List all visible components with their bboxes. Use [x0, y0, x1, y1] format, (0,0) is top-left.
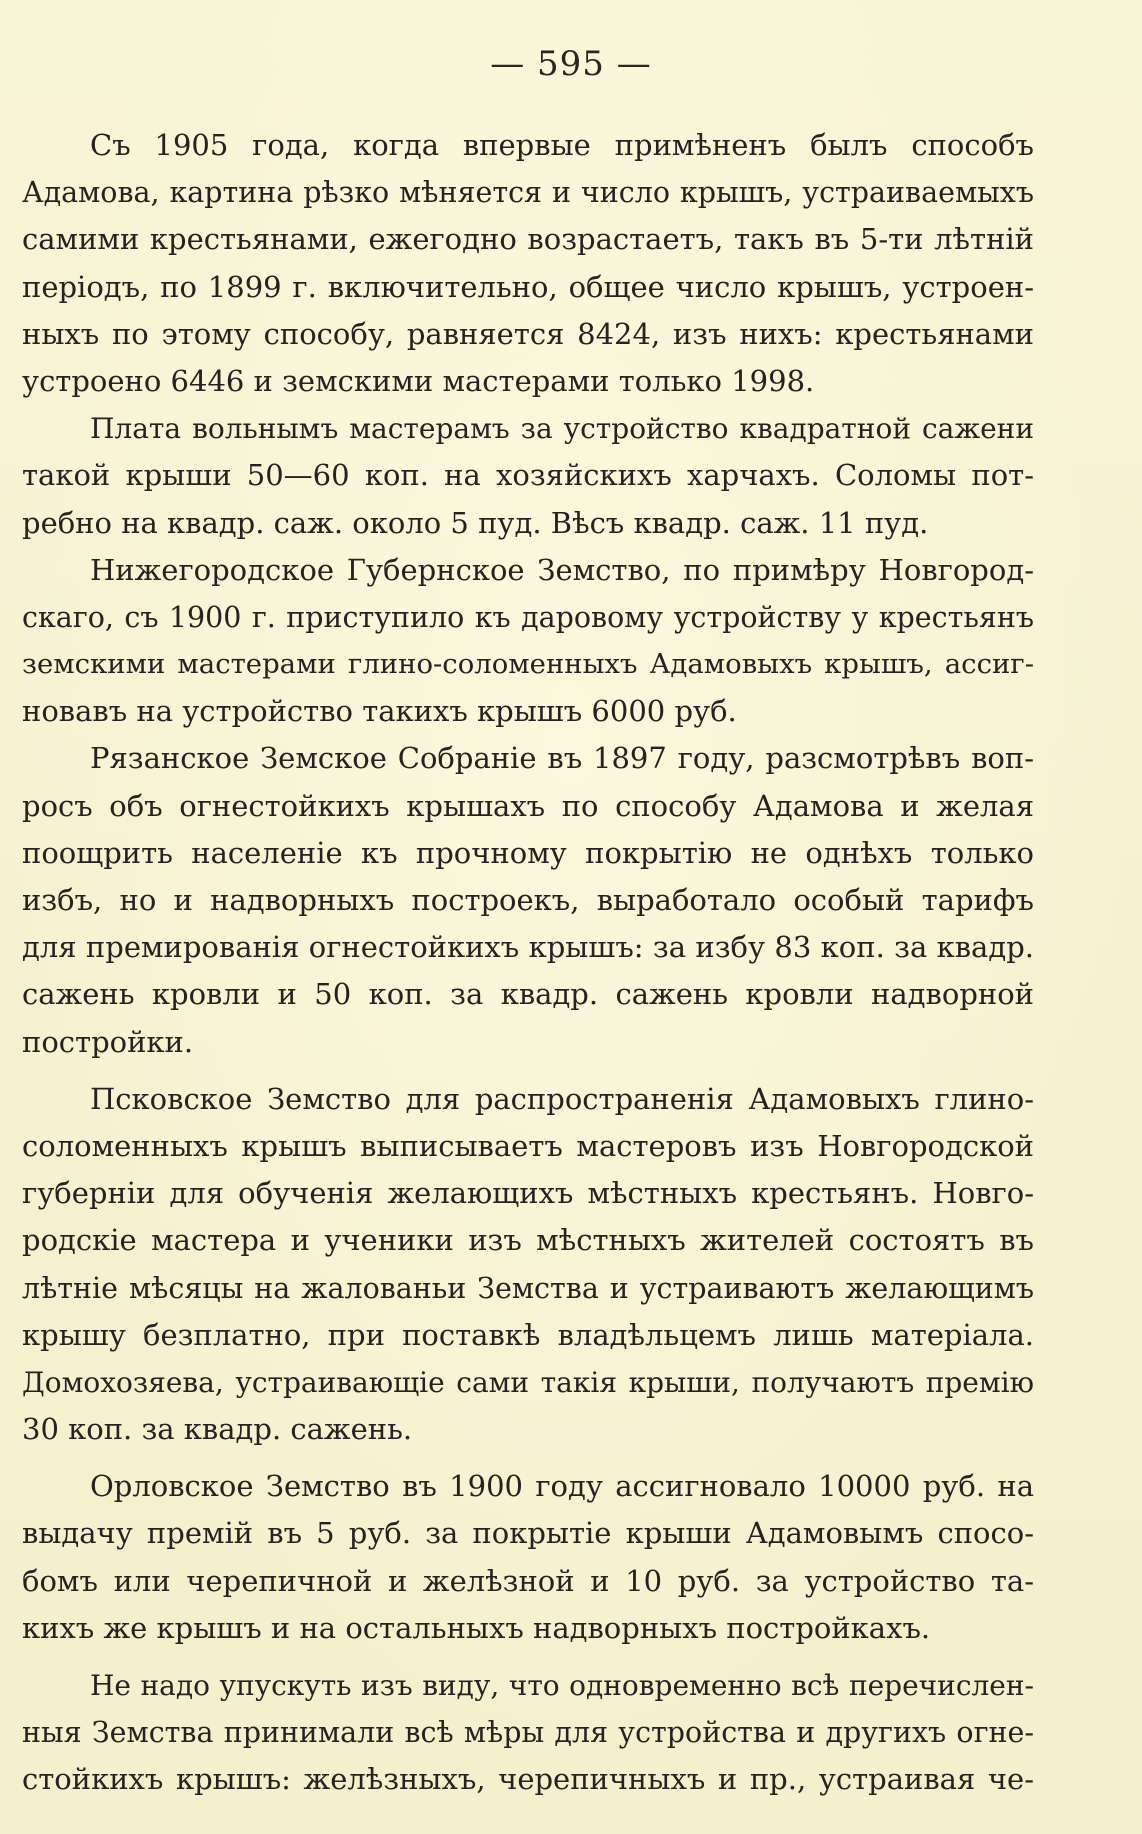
- text-line: бомъ или черепичной и желѣзной и 10 руб. за устройство та-: [22, 1563, 1034, 1598]
- text-line: самими крестьянами, ежегодно возрастаетъ, такъ въ 5-ти лѣтній: [22, 222, 1034, 257]
- text-line: періодъ, по 1899 г. включительно, общее число крышъ, устроен-: [22, 269, 1034, 304]
- text-line: Плата вольнымъ мастерамъ за устройство квадратной сажени: [90, 412, 1034, 446]
- text-line: росъ объ огнестойкихъ крышахъ по способу Адамова и желая: [22, 788, 1034, 823]
- text-line: Рязанское Земское Собраніе въ 1897 году, разсмотрѣвъ воп-: [90, 741, 1034, 776]
- text-line: устроено 6446 и земскими мастерами только 1998.: [22, 363, 815, 398]
- text-line: стойкихъ крышъ: желѣзныхъ, черепичныхъ и пр., устраивая че-: [22, 1762, 1034, 1797]
- text-line: родскіе мастера и ученики изъ мѣстныхъ жителей состоятъ въ: [22, 1223, 1034, 1258]
- text-line: лѣтніе мѣсяцы на жалованьи Земства и устраиваютъ желающимъ: [22, 1271, 1034, 1305]
- text-line: новавъ на устройство такихъ крышъ 6000 руб.: [22, 694, 737, 729]
- text-line: земскими мастерами глино-соломенныхъ Адамовыхъ крышъ, ассиг-: [22, 648, 1034, 681]
- text-line: Домохозяева, устраивающіе сами такія крыши, получаютъ премію: [22, 1365, 1034, 1399]
- text-line: выдачу премій въ 5 руб. за покрытіе крыши Адамовымъ спосо-: [22, 1516, 1034, 1551]
- body-text: [22, 122, 1034, 1804]
- text-line: ныя Земства принимали всѣ мѣры для устройства и другихъ огне-: [22, 1716, 1034, 1750]
- text-line: ребно на квадр. саж. около 5 пуд. Вѣсъ квадр. саж. 11 пуд.: [22, 505, 929, 540]
- text-line: 30 коп. за квадр. сажень.: [22, 1412, 413, 1447]
- text-line: Нижегородское Губернское Земство, по примѣру Новгород-: [90, 552, 1034, 587]
- text-line: поощрить населеніе къ прочному покрытію не однѣхъ только: [22, 835, 1034, 870]
- text-line: такой крыши 50—60 коп. на хозяйскихъ харчахъ. Соломы пот-: [22, 458, 1034, 493]
- text-line: крышу безплатно, при поставкѣ владѣльцемъ лишь матеріала.: [22, 1317, 1034, 1352]
- text-line: Съ 1905 года, когда впервые примѣненъ былъ способъ: [90, 128, 1034, 162]
- text-line: сажень кровли и 50 коп. за квадр. сажень кровли надворной: [22, 977, 1034, 1012]
- text-line: постройки.: [22, 1024, 194, 1059]
- text-line: избъ, но и надворныхъ построекъ, выработало особый тарифъ: [22, 883, 1034, 917]
- text-line: для премированія огнестойкихъ крышъ: за избу 83 коп. за квадр.: [22, 930, 1034, 965]
- text-line: Не надо упускуть изъ виду, что одновременно всѣ перечислен-: [90, 1669, 1034, 1702]
- text-line: ныхъ по этому способу, равняется 8424, изъ нихъ: крестьянами: [22, 316, 1034, 351]
- page-number: — 595 —: [490, 44, 652, 84]
- text-line: скаго, съ 1900 г. приступило къ даровому устройству у крестьянъ: [22, 600, 1034, 634]
- text-line: кихъ же крышъ и на остальныхъ надворныхъ постройкахъ.: [22, 1610, 931, 1645]
- text-line: Адамова, картина рѣзко мѣняется и число крышъ, устраиваемыхъ: [22, 176, 1034, 210]
- text-line: соломенныхъ крышъ выписываетъ мастеровъ изъ Новгородской: [22, 1128, 1034, 1163]
- text-line: Орловское Земство въ 1900 году ассигновало 10000 руб. на: [90, 1469, 1034, 1504]
- text-line: губерніи для обученія желающихъ мѣстныхъ крестьянъ. Новго-: [22, 1176, 1034, 1211]
- text-line: Псковское Земство для распространенія Адамовыхъ глино-: [90, 1081, 1034, 1116]
